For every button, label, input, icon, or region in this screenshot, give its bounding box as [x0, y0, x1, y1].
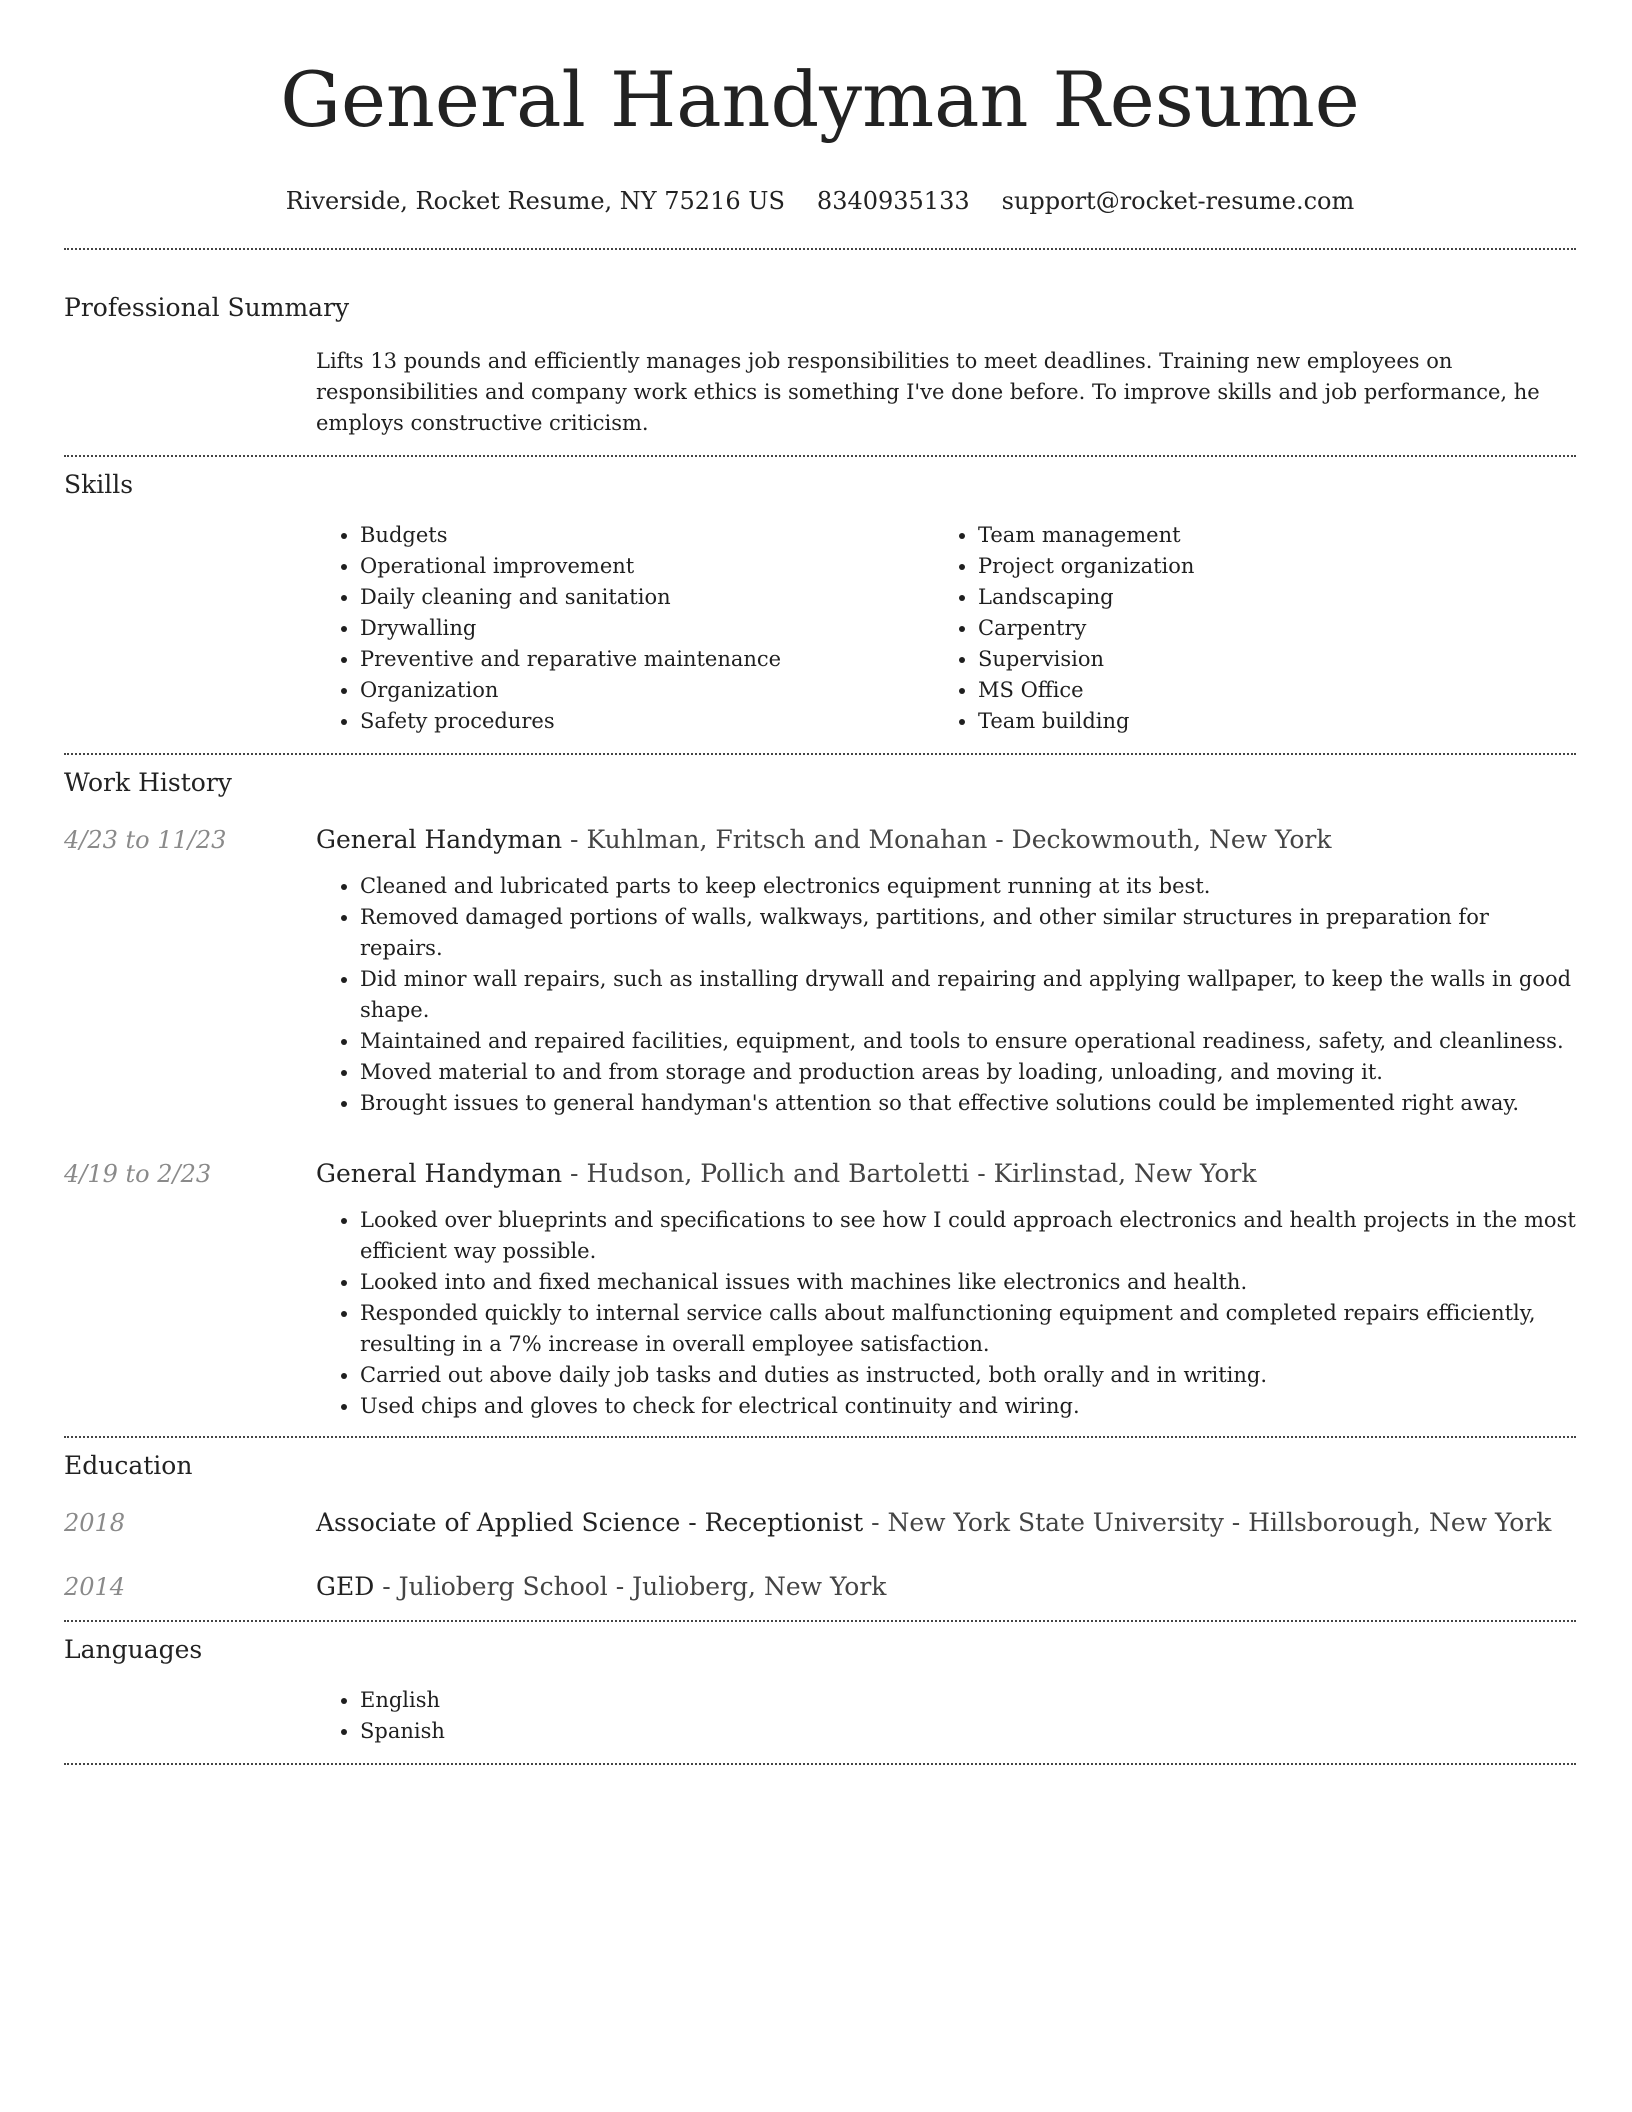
languages-heading: Languages [64, 1635, 203, 1664]
job-role: General Handyman [316, 1159, 563, 1188]
skill-item: • Carpentry [978, 613, 1552, 644]
job-company: Kuhlman, Fritsch and Monahan - Deckowmouth, New York [586, 825, 1332, 854]
job-separator: - [562, 825, 587, 854]
skill-item: • Operational improvement [360, 551, 934, 582]
education-separator: - [863, 1508, 888, 1537]
job-bullet: • Maintained and repaired facilities, equipment, and tools to ensure operational readiness, safety, and cleanliness. [360, 1026, 1576, 1057]
job-dates: 4/19 to 2/23 [64, 1160, 212, 1188]
job-separator: - [562, 1159, 587, 1188]
education-entry [64, 1482, 1576, 1540]
job-heading [316, 1157, 1576, 1191]
job-entry [64, 799, 1576, 1119]
education-school: New York State University - Hillsborough, New York [887, 1508, 1552, 1537]
education-degree: Associate of Applied Science - Receptionist [316, 1508, 864, 1537]
skill-item: • Safety procedures [360, 706, 934, 737]
languages-list [316, 1666, 1576, 1763]
job-bullet: • Did minor wall repairs, such as installing drywall and repairing and applying wallpaper, to keep the walls in good shape. [360, 964, 1576, 1026]
skill-item: • Preventive and reparative maintenance [360, 644, 934, 675]
job-bullet-list [316, 1205, 1576, 1422]
job-bullet: • Brought issues to general handyman's attention so that effective solutions could be implemented right away. [360, 1088, 1576, 1119]
skill-item: • Organization [360, 675, 934, 706]
skill-item: • Daily cleaning and sanitation [360, 582, 934, 613]
job-dates: 4/23 to 11/23 [64, 826, 227, 854]
job-bullet: • Looked into and fixed mechanical issues with machines like electronics and health. [360, 1267, 1576, 1298]
skill-item: • Budgets [360, 520, 934, 551]
skill-item: • Project organization [978, 551, 1552, 582]
summary-heading: Professional Summary [64, 293, 350, 322]
work-history-heading: Work History [64, 768, 232, 797]
skill-item: • Drywalling [360, 613, 934, 644]
education-section [64, 1438, 1576, 1622]
summary-text: Lifts 13 pounds and efficiently manages job responsibilities to meet deadlines. Training new employees on responsibilities and company work ethics is something I've done before. To improve skills and job performance, he employs constructive criticism. [316, 349, 1540, 435]
skill-item: • Supervision [978, 644, 1552, 675]
skills-heading: Skills [64, 470, 134, 499]
skills-list-right [934, 520, 1552, 737]
resume-title: General Handyman Resume [280, 55, 1360, 144]
languages-section [64, 1622, 1576, 1765]
summary-section [64, 250, 1576, 457]
language-item: • Spanish [360, 1716, 1576, 1747]
skill-item: • Team management [978, 520, 1552, 551]
contact-email: support@rocket-resume.com [1001, 187, 1355, 215]
job-bullet: • Used chips and gloves to check for electrical continuity and wiring. [360, 1391, 1576, 1422]
skill-item: • Landscaping [978, 582, 1552, 613]
education-entry [64, 1540, 1576, 1604]
skill-item: • Team building [978, 706, 1552, 737]
skills-list-left [316, 520, 934, 737]
contact-phone: 8340935133 [816, 187, 970, 215]
work-history-section [64, 755, 1576, 1438]
education-degree: GED [316, 1572, 375, 1601]
job-bullet: • Looked over blueprints and specifications to see how I could approach electronics and health projects in the most efficient way possible. [360, 1205, 1576, 1267]
skills-section [64, 457, 1576, 755]
education-year: 2018 [64, 1509, 126, 1537]
job-bullet: • Responded quickly to internal service calls about malfunctioning equipment and completed repairs efficiently, resulting in a 7% increase in overall employee satisfaction. [360, 1298, 1576, 1360]
education-year: 2014 [64, 1573, 126, 1601]
resume-header [64, 0, 1576, 250]
job-company: Hudson, Pollich and Bartoletti - Kirlinstad, New York [586, 1159, 1257, 1188]
resume-page [64, 0, 1576, 1765]
job-bullet-list [316, 871, 1576, 1119]
job-bullet: • Removed damaged portions of walls, walkways, partitions, and other similar structures in preparation for repairs. [360, 902, 1576, 964]
job-bullet: • Moved material to and from storage and production areas by loading, unloading, and moving it. [360, 1057, 1576, 1088]
education-school: Julioberg School - Julioberg, New York [398, 1572, 887, 1601]
job-heading [316, 823, 1576, 857]
job-entry [64, 1119, 1576, 1422]
contact-address: Riverside, Rocket Resume, NY 75216 US [285, 187, 785, 215]
job-bullet: • Carried out above daily job tasks and duties as instructed, both orally and in writing. [360, 1360, 1576, 1391]
contact-line [64, 186, 1576, 216]
language-item: • English [360, 1685, 1576, 1716]
job-role: General Handyman [316, 825, 563, 854]
education-heading: Education [64, 1451, 193, 1480]
skill-item: • MS Office [978, 675, 1552, 706]
job-bullet: • Cleaned and lubricated parts to keep electronics equipment running at its best. [360, 871, 1576, 902]
education-separator: - [374, 1572, 399, 1601]
